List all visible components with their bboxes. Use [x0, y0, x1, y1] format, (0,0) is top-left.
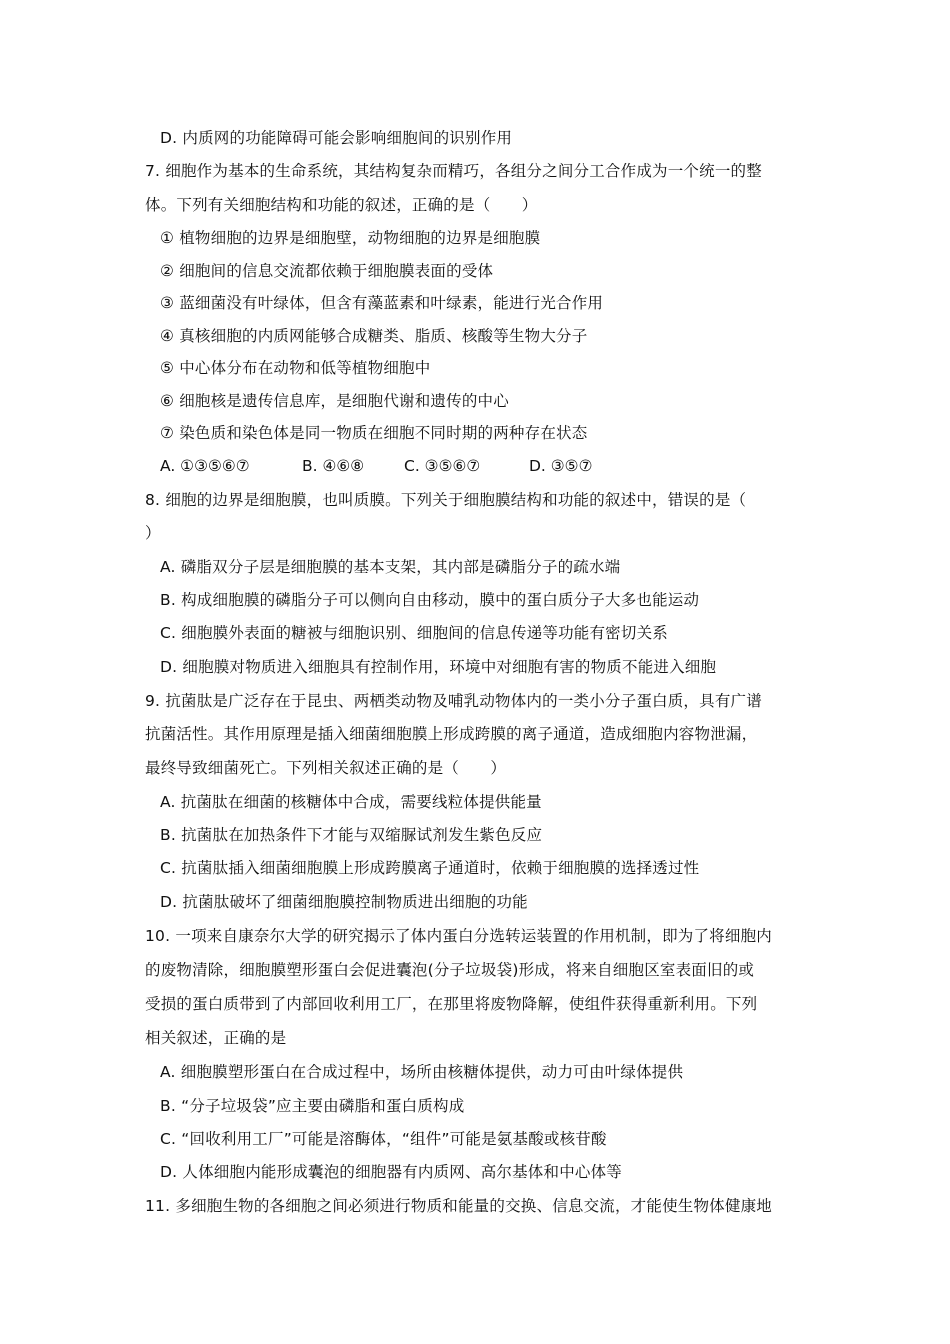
- q8-option-a: A. 磷脂双分子层是细胞膜的基本支架，其内部是磷脂分子的疏水端: [160, 558, 621, 576]
- q7-statement-7: ⑦ 染色质和染色体是同一物质在细胞不同时期的两种存在状态: [160, 424, 588, 442]
- q9-stem-line-2: 抗菌活性。其作用原理是插入细菌细胞膜上形成跨膜的离子通道，造成细胞内容物泄漏，: [145, 725, 758, 743]
- q9-stem-line-3: 最终导致细菌死亡。下列相关叙述正确的是（ ）: [145, 759, 507, 777]
- q7-choice-c: C. ③⑤⑥⑦: [404, 457, 481, 475]
- q8-option-c: C. 细胞膜外表面的糖被与细胞识别、细胞间的信息传递等功能有密切关系: [160, 624, 668, 642]
- q7-choice-d: D. ③⑤⑦: [529, 457, 593, 475]
- q10-option-b: B. “分子垃圾袋”应主要由磷脂和蛋白质构成: [160, 1097, 465, 1115]
- q11-stem-line-1: 11. 多细胞生物的各细胞之间必须进行物质和能量的交换、信息交流，才能使生物体健康地: [145, 1197, 772, 1215]
- q7-stem-line-2: 体。下列有关细胞结构和功能的叙述，正确的是（ ）: [145, 196, 538, 214]
- q10-stem-line-2: 的废物清除，细胞膜塑形蛋白会促进囊泡(分子垃圾袋)形成，将来自细胞区室表面旧的或: [145, 961, 755, 979]
- q10-option-a: A. 细胞膜塑形蛋白在合成过程中，场所由核糖体提供，动力可由叶绿体提供: [160, 1063, 684, 1081]
- q7-choice-b: B. ④⑥⑧: [302, 457, 365, 475]
- q9-option-d: D. 抗菌肽破坏了细菌细胞膜控制物质进出细胞的功能: [160, 893, 528, 911]
- q10-option-d: D. 人体细胞内能形成囊泡的细胞器有内质网、高尔基体和中心体等: [160, 1163, 622, 1181]
- q7-choice-a: A. ①③⑤⑥⑦: [160, 457, 250, 475]
- q8-option-b: B. 构成细胞膜的磷脂分子可以侧向自由移动，膜中的蛋白质分子大多也能运动: [160, 591, 700, 609]
- q9-option-c: C. 抗菌肽插入细菌细胞膜上形成跨膜离子通道时，依赖于细胞膜的选择透过性: [160, 859, 700, 877]
- q6-option-d: D. 内质网的功能障碍可能会影响细胞间的识别作用: [160, 129, 513, 147]
- q7-statement-2: ② 细胞间的信息交流都依赖于细胞膜表面的受体: [160, 262, 494, 280]
- q7-statement-6: ⑥ 细胞核是遗传信息库，是细胞代谢和遗传的中心: [160, 392, 509, 410]
- q8-stem-line-1: 8. 细胞的边界是细胞膜，也叫质膜。下列关于细胞膜结构和功能的叙述中，错误的是（: [145, 491, 747, 509]
- q7-statement-5: ⑤ 中心体分布在动物和低等植物细胞中: [160, 359, 431, 377]
- q7-stem-line-1: 7. 细胞作为基本的生命系统，其结构复杂而精巧，各组分之间分工合作成为一个统一的整: [145, 162, 762, 180]
- q9-stem-line-1: 9. 抗菌肽是广泛存在于昆虫、两栖类动物及哺乳动物体内的一类小分子蛋白质，具有广谱: [145, 692, 762, 710]
- q9-option-a: A. 抗菌肽在细菌的核糖体中合成，需要线粒体提供能量: [160, 793, 542, 811]
- q7-statement-1: ① 植物细胞的边界是细胞壁，动物细胞的边界是细胞膜: [160, 229, 541, 247]
- q8-option-d: D. 细胞膜对物质进入细胞具有控制作用，环境中对细胞有害的物质不能进入细胞: [160, 658, 717, 676]
- q10-stem-line-3: 受损的蛋白质带到了内部回收利用工厂，在那里将废物降解，使组件获得重新利用。下列: [145, 995, 758, 1013]
- q10-stem-line-4: 相关叙述，正确的是: [145, 1029, 287, 1047]
- q8-stem-line-2: ）: [145, 524, 161, 542]
- q9-option-b: B. 抗菌肽在加热条件下才能与双缩脲试剂发生紫色反应: [160, 826, 543, 844]
- q7-statement-4: ④ 真核细胞的内质网能够合成糖类、脂质、核酸等生物大分子: [160, 327, 588, 345]
- q7-statement-3: ③ 蓝细菌没有叶绿体，但含有藻蓝素和叶绿素，能进行光合作用: [160, 294, 604, 312]
- q10-stem-line-1: 10. 一项来自康奈尔大学的研究揭示了体内蛋白分选转运装置的作用机制，即为了将细胞内: [145, 927, 772, 945]
- q10-option-c: C. “回收利用工厂”可能是溶酶体，“组件”可能是氨基酸或核苷酸: [160, 1130, 607, 1148]
